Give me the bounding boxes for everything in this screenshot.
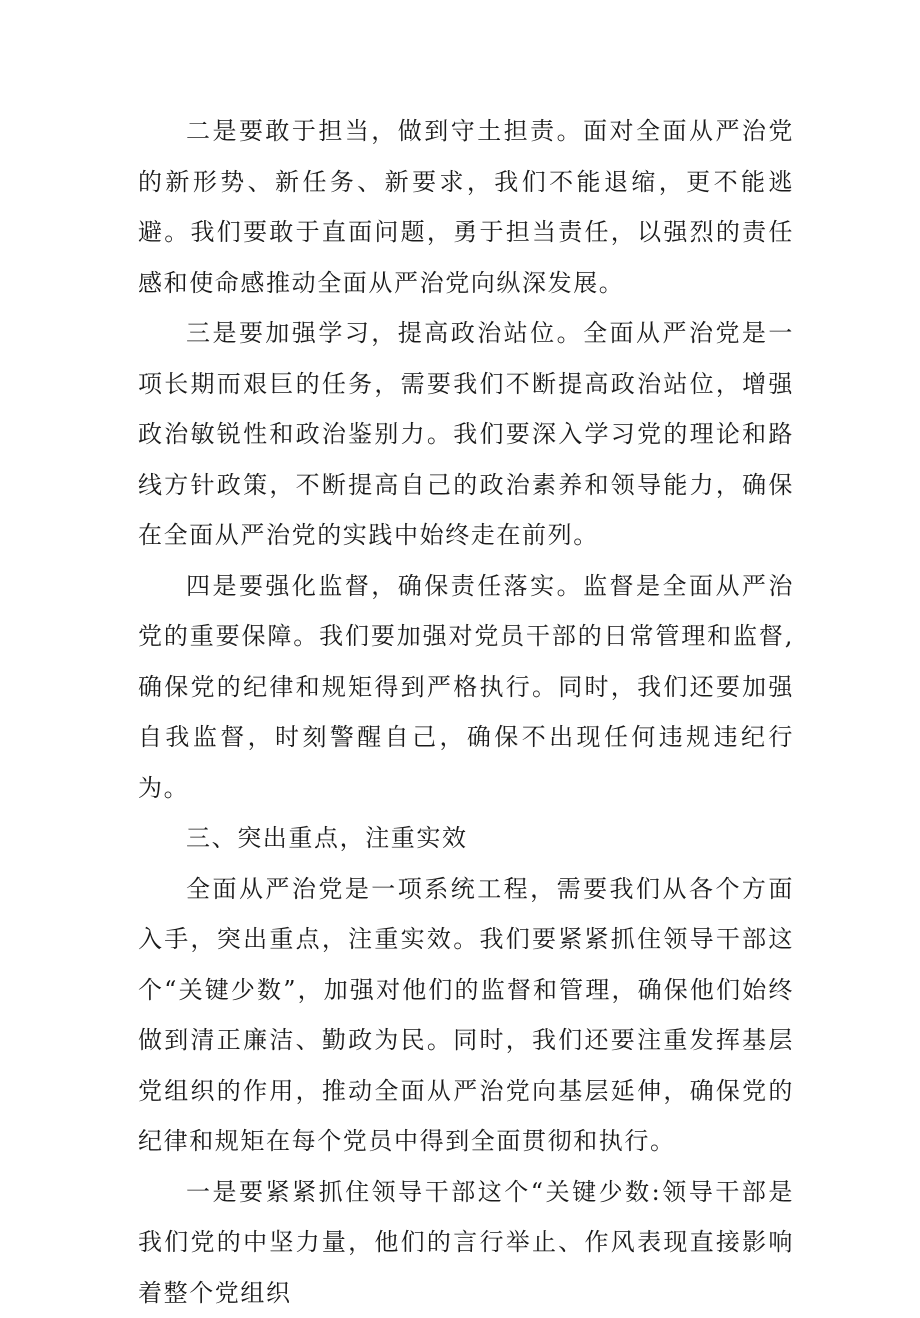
paragraph-dare-to-take-responsibility: 二是要敢于担当，做到守土担责。面对全面从严治党的新形势、新任务、新要求，我们不能退缩，更不能逃避。我们要敢于直面问题，勇于担当责任，以强烈的责任感和使命感推动全面从严治党向纵深发展。: [138, 106, 794, 308]
document-body: [138, 106, 794, 1318]
paragraph-systematic-project: 全面从严治党是一项系统工程，需要我们从各个方面入手，突出重点，注重实效。我们要紧紧抓住领导干部这个“关键少数”，加强对他们的监督和管理，确保他们始终做到清正廉洁、勤政为民。同时，我们还要注重发挥基层党组织的作用，推动全面从严治党向基层延伸，确保党的纪律和规矩在每个党员中得到全面贯彻和执行。: [138, 864, 794, 1167]
paragraph-key-minority: 一是要紧紧抓住领导干部这个“关键少数:领导干部是我们党的中坚力量，他们的言行举止、作风表现直接影响着整个党组织: [138, 1167, 794, 1318]
paragraph-strengthen-supervision: 四是要强化监督，确保责任落实。监督是全面从严治党的重要保障。我们要加强对党员干部的日常管理和监督,确保党的纪律和规矩得到严格执行。同时，我们还要加强自我监督，时刻警醒自己，确保不出现任何违规违纪行为。: [138, 561, 794, 814]
section-heading: 三、突出重点，注重实效: [138, 813, 794, 864]
paragraph-strengthen-learning: 三是要加强学习，提高政治站位。全面从严治党是一项长期而艰巨的任务，需要我们不断提高政治站位，增强政治敏锐性和政治鉴别力。我们要深入学习党的理论和路线方针政策，不断提高自己的政治素养和领导能力，确保在全面从严治党的实践中始终走在前列。: [138, 308, 794, 561]
